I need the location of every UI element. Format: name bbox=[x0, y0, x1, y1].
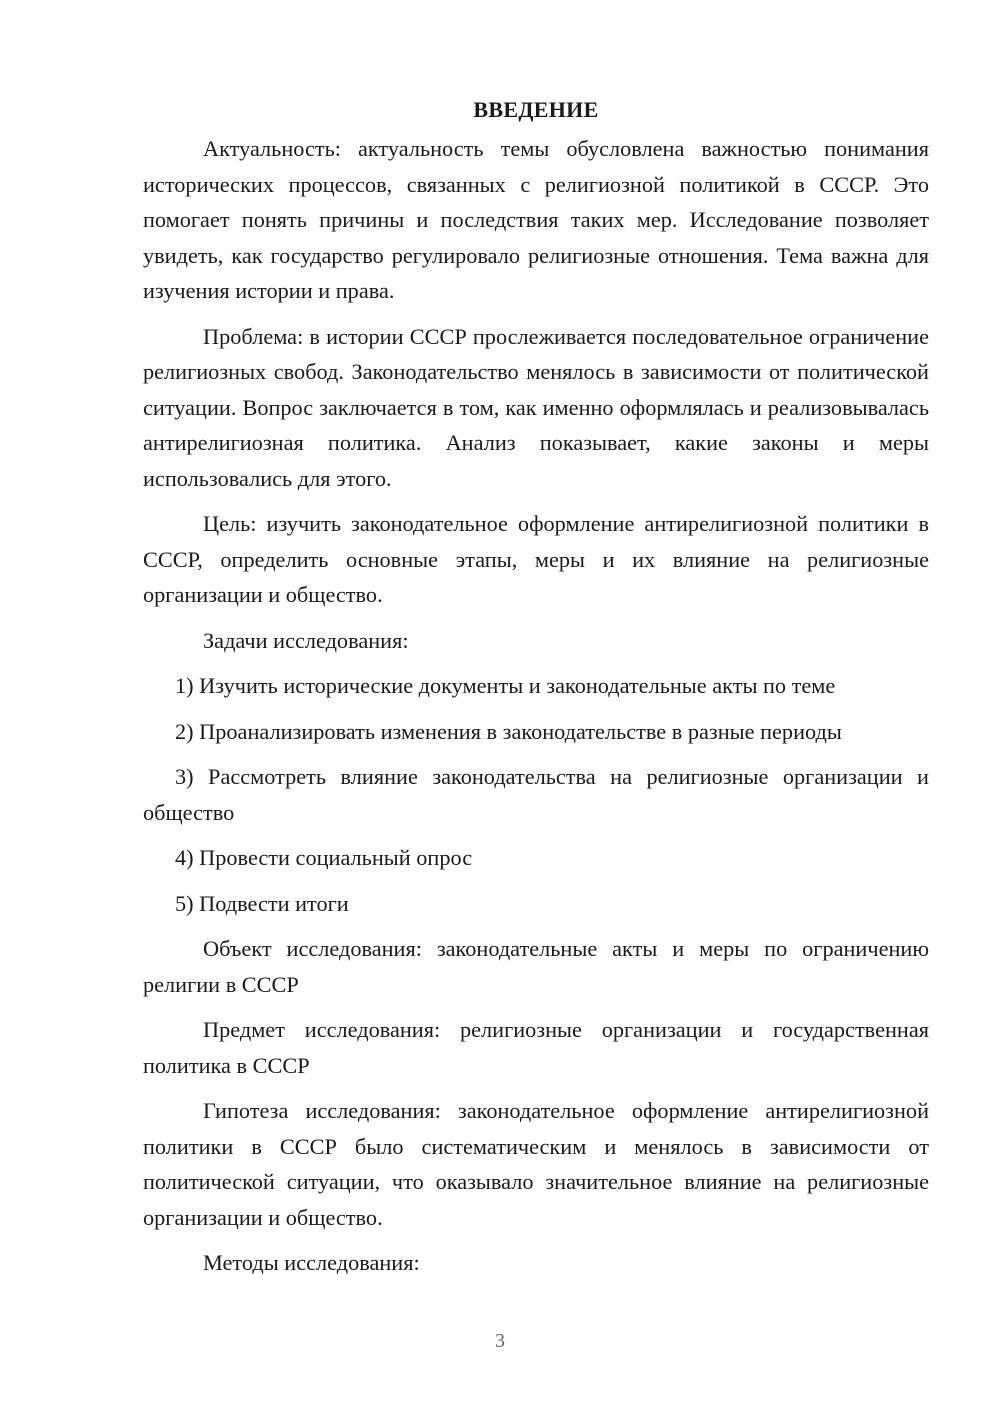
object-paragraph: Объект исследования: законодательные акты и меры по ограничению религии в СССР bbox=[143, 936, 929, 997]
goal-paragraph: Цель: изучить законодательное оформление антирелигиозной политики в СССР, определить основные этапы, меры и их влияние на религиозные организации и общество. bbox=[143, 511, 929, 607]
document-page bbox=[143, 92, 929, 1291]
section-heading: ВВЕДЕНИЕ bbox=[473, 97, 599, 122]
page-number: 3 bbox=[495, 1330, 505, 1352]
task-item-3: 3) Рассмотреть влияние законодательства на религиозные организации и общество bbox=[143, 764, 929, 825]
task-item-2: 2) Проанализировать изменения в законодательстве в разные периоды bbox=[175, 718, 842, 744]
subject-paragraph: Предмет исследования: религиозные организации и государственная политика в СССР bbox=[143, 1017, 929, 1078]
relevance-paragraph: Актуальность: актуальность темы обусловлена важностью понимания исторических процессов, связанных с религиозной политикой в СССР. Это помогает понять причины и последствия таких мер. Исследование позволяет увидеть, как государство регулировало религиозные отношения. Тема важна для изучения истории и права. bbox=[143, 136, 929, 303]
hypothesis-paragraph: Гипотеза исследования: законодательное оформление антирелигиозной политики в СССР было систематическим и менялось в зависимости от политической ситуации, что оказывало значительное влияние на религиозные организации и общество. bbox=[143, 1098, 929, 1230]
problem-paragraph: Проблема: в истории СССР прослеживается последовательное ограничение религиозных свобод. Законодательство менялось в зависимости от политической ситуации. Вопрос заключается в том, как именно оформлялась и реализовывалась антирелигиозная политика. Анализ показывает, какие законы и меры использовались для этого. bbox=[143, 323, 929, 491]
methods-title: Методы исследования: bbox=[203, 1250, 420, 1275]
task-item-4: 4) Провести социальный опрос bbox=[175, 845, 473, 870]
task-item-5: 5) Подвести итоги bbox=[175, 890, 349, 916]
task-item-1: 1) Изучить исторические документы и законодательные акты по теме bbox=[175, 673, 836, 698]
tasks-title: Задачи исследования: bbox=[203, 627, 409, 653]
